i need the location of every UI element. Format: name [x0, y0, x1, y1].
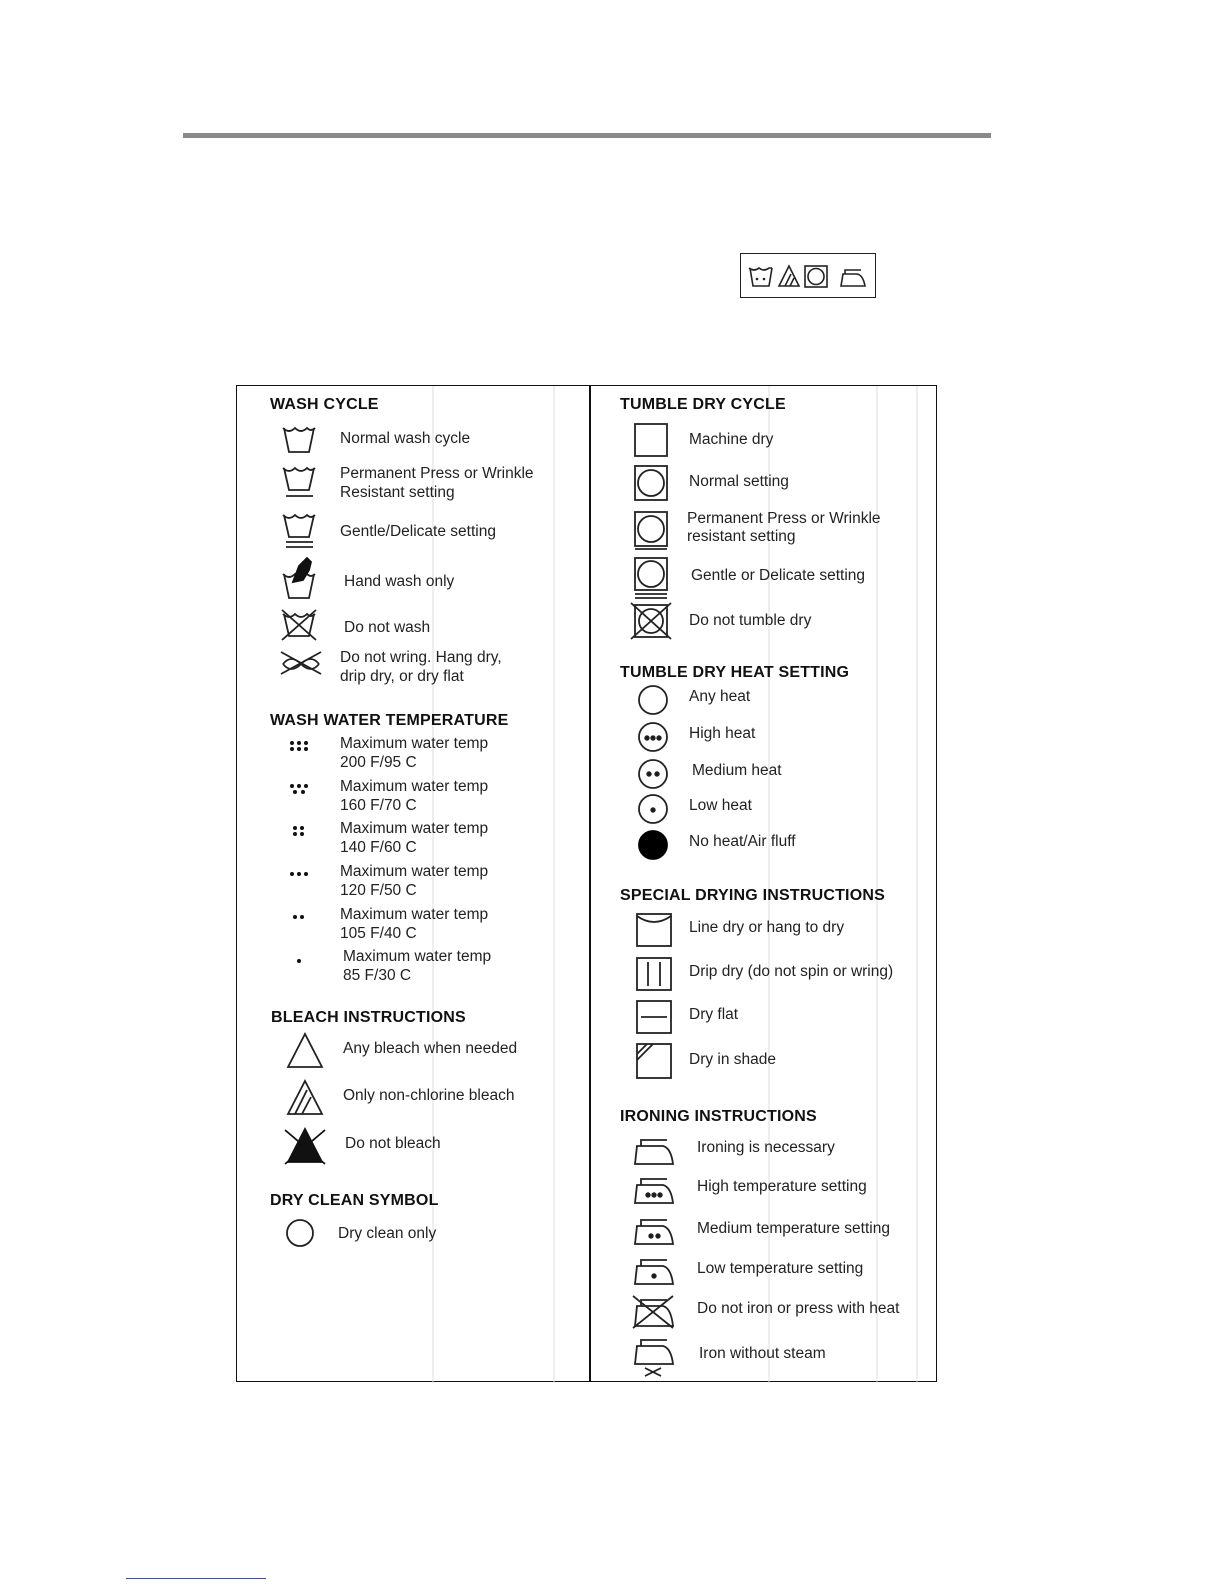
- item-label: High heat: [689, 725, 756, 742]
- line-dry-icon: [635, 912, 673, 948]
- item-label: Normal wash cycle: [340, 430, 471, 447]
- item-label: Normal setting: [689, 473, 789, 490]
- wash-tub-one-bar-icon: [279, 462, 319, 500]
- column-divider: [589, 386, 591, 1381]
- hand-wash-icon: [279, 556, 319, 600]
- iron-one-dot-icon: [631, 1252, 675, 1288]
- circle-one-dot-icon: [637, 793, 669, 825]
- circle-three-dots-icon: [637, 721, 669, 753]
- empty-circle-icon: [637, 684, 669, 716]
- crossed-filled-triangle-icon: [283, 1124, 327, 1166]
- item-label: Ironing is necessary: [697, 1139, 835, 1156]
- item-label: Maximum water temp 85 F/30 C: [343, 948, 492, 984]
- item-label: Gentle/Delicate setting: [340, 523, 496, 540]
- dry-clean-heading: DRY CLEAN SYMBOL: [270, 1192, 439, 1209]
- iron-three-dots-icon: [631, 1171, 675, 1207]
- do-not-wring-icon: [279, 646, 323, 682]
- wash-tub-icon: [279, 420, 319, 456]
- dry-flat-icon: [635, 999, 673, 1035]
- bleach-heading: BLEACH INSTRUCTIONS: [271, 1009, 466, 1026]
- item-label: Dry flat: [689, 1006, 739, 1023]
- wash-cycle-heading: WASH CYCLE: [270, 396, 379, 413]
- item-label: Permanent Press or Wrinkle Resistant setting: [340, 465, 534, 501]
- item-label: Low heat: [689, 797, 752, 814]
- item-label: Low temperature setting: [697, 1260, 864, 1277]
- item-label: Dry in shade: [689, 1051, 777, 1068]
- three-dots-icon: [287, 864, 311, 884]
- item-label: Drip dry (do not spin or wring): [689, 963, 894, 980]
- footer-rule: [126, 1578, 266, 1579]
- legend-tumble-dry-icon: [805, 266, 827, 287]
- ironing-heading: IRONING INSTRUCTIONS: [620, 1108, 817, 1125]
- striped-triangle-icon: [285, 1078, 325, 1118]
- care-symbols-chart: [236, 385, 937, 1382]
- special-drying-heading: SPECIAL DRYING INSTRUCTIONS: [620, 887, 885, 904]
- item-label: Permanent Press or Wrinkle resistant setting: [687, 510, 881, 545]
- tumble-heat-heading: TUMBLE DRY HEAT SETTING: [620, 664, 850, 681]
- top-rule: [183, 133, 991, 138]
- crossed-iron-icon: [629, 1292, 675, 1330]
- item-label: Any heat: [689, 688, 751, 705]
- six-dots-icon: [287, 736, 311, 756]
- item-label: Hand wash only: [344, 573, 455, 590]
- item-label: Iron without steam: [699, 1345, 826, 1362]
- five-dots-icon: [287, 779, 311, 799]
- item-label: Maximum water temp 105 F/40 C: [340, 906, 489, 942]
- iron-two-dots-icon: [631, 1212, 675, 1248]
- tumble-dry-heading: TUMBLE DRY CYCLE: [620, 396, 786, 413]
- item-label: Line dry or hang to dry: [689, 919, 845, 936]
- item-label: Maximum water temp 200 F/95 C: [340, 735, 489, 771]
- item-label: No heat/Air fluff: [689, 833, 796, 850]
- four-dots-icon: [287, 821, 311, 841]
- item-label: Dry clean only: [338, 1225, 437, 1242]
- crossed-square-circle-icon: [629, 603, 673, 639]
- item-label: Any bleach when needed: [343, 1040, 518, 1057]
- square-circle-icon: [633, 464, 669, 502]
- legend-wash-tub-icon: [749, 268, 772, 286]
- do-not-wash-icon: [279, 608, 319, 642]
- drip-dry-icon: [635, 956, 673, 992]
- triangle-icon: [285, 1031, 325, 1071]
- iron-no-steam-icon: [631, 1334, 675, 1378]
- wash-temperature-heading: WASH WATER TEMPERATURE: [270, 712, 509, 729]
- item-label: Only non-chlorine bleach: [343, 1087, 515, 1104]
- circle-icon: [285, 1218, 317, 1250]
- legend-bleach-triangle-icon: [779, 266, 799, 286]
- item-label: Medium temperature setting: [697, 1220, 890, 1237]
- square-icon: [633, 422, 669, 458]
- item-label: Do not wring. Hang dry, drip dry, or dry flat: [340, 649, 502, 685]
- item-label: Do not wash: [344, 619, 431, 636]
- item-label: Medium heat: [692, 762, 782, 779]
- item-label: Do not iron or press with heat: [697, 1300, 900, 1317]
- item-label: Maximum water temp 140 F/60 C: [340, 820, 489, 856]
- dry-in-shade-icon: [635, 1042, 673, 1080]
- item-label: Gentle or Delicate setting: [691, 567, 866, 584]
- legend-iron-icon: [841, 270, 865, 286]
- iron-icon: [631, 1132, 675, 1168]
- square-circle-one-bar-icon: [633, 510, 669, 550]
- one-dot-icon: [287, 949, 311, 969]
- item-label: Maximum water temp 160 F/70 C: [340, 778, 489, 814]
- item-label: High temperature setting: [697, 1178, 867, 1195]
- item-label: Machine dry: [689, 431, 774, 448]
- item-label: Maximum water temp 120 F/50 C: [340, 863, 489, 899]
- wash-tub-two-bars-icon: [279, 511, 319, 551]
- item-label: Do not bleach: [345, 1135, 441, 1152]
- filled-circle-icon: [637, 829, 669, 861]
- square-circle-two-bars-icon: [633, 556, 669, 600]
- two-dots-icon: [287, 907, 311, 927]
- item-label: Do not tumble dry: [689, 612, 812, 629]
- circle-two-dots-icon: [637, 758, 669, 790]
- care-symbol-strip: [740, 253, 876, 298]
